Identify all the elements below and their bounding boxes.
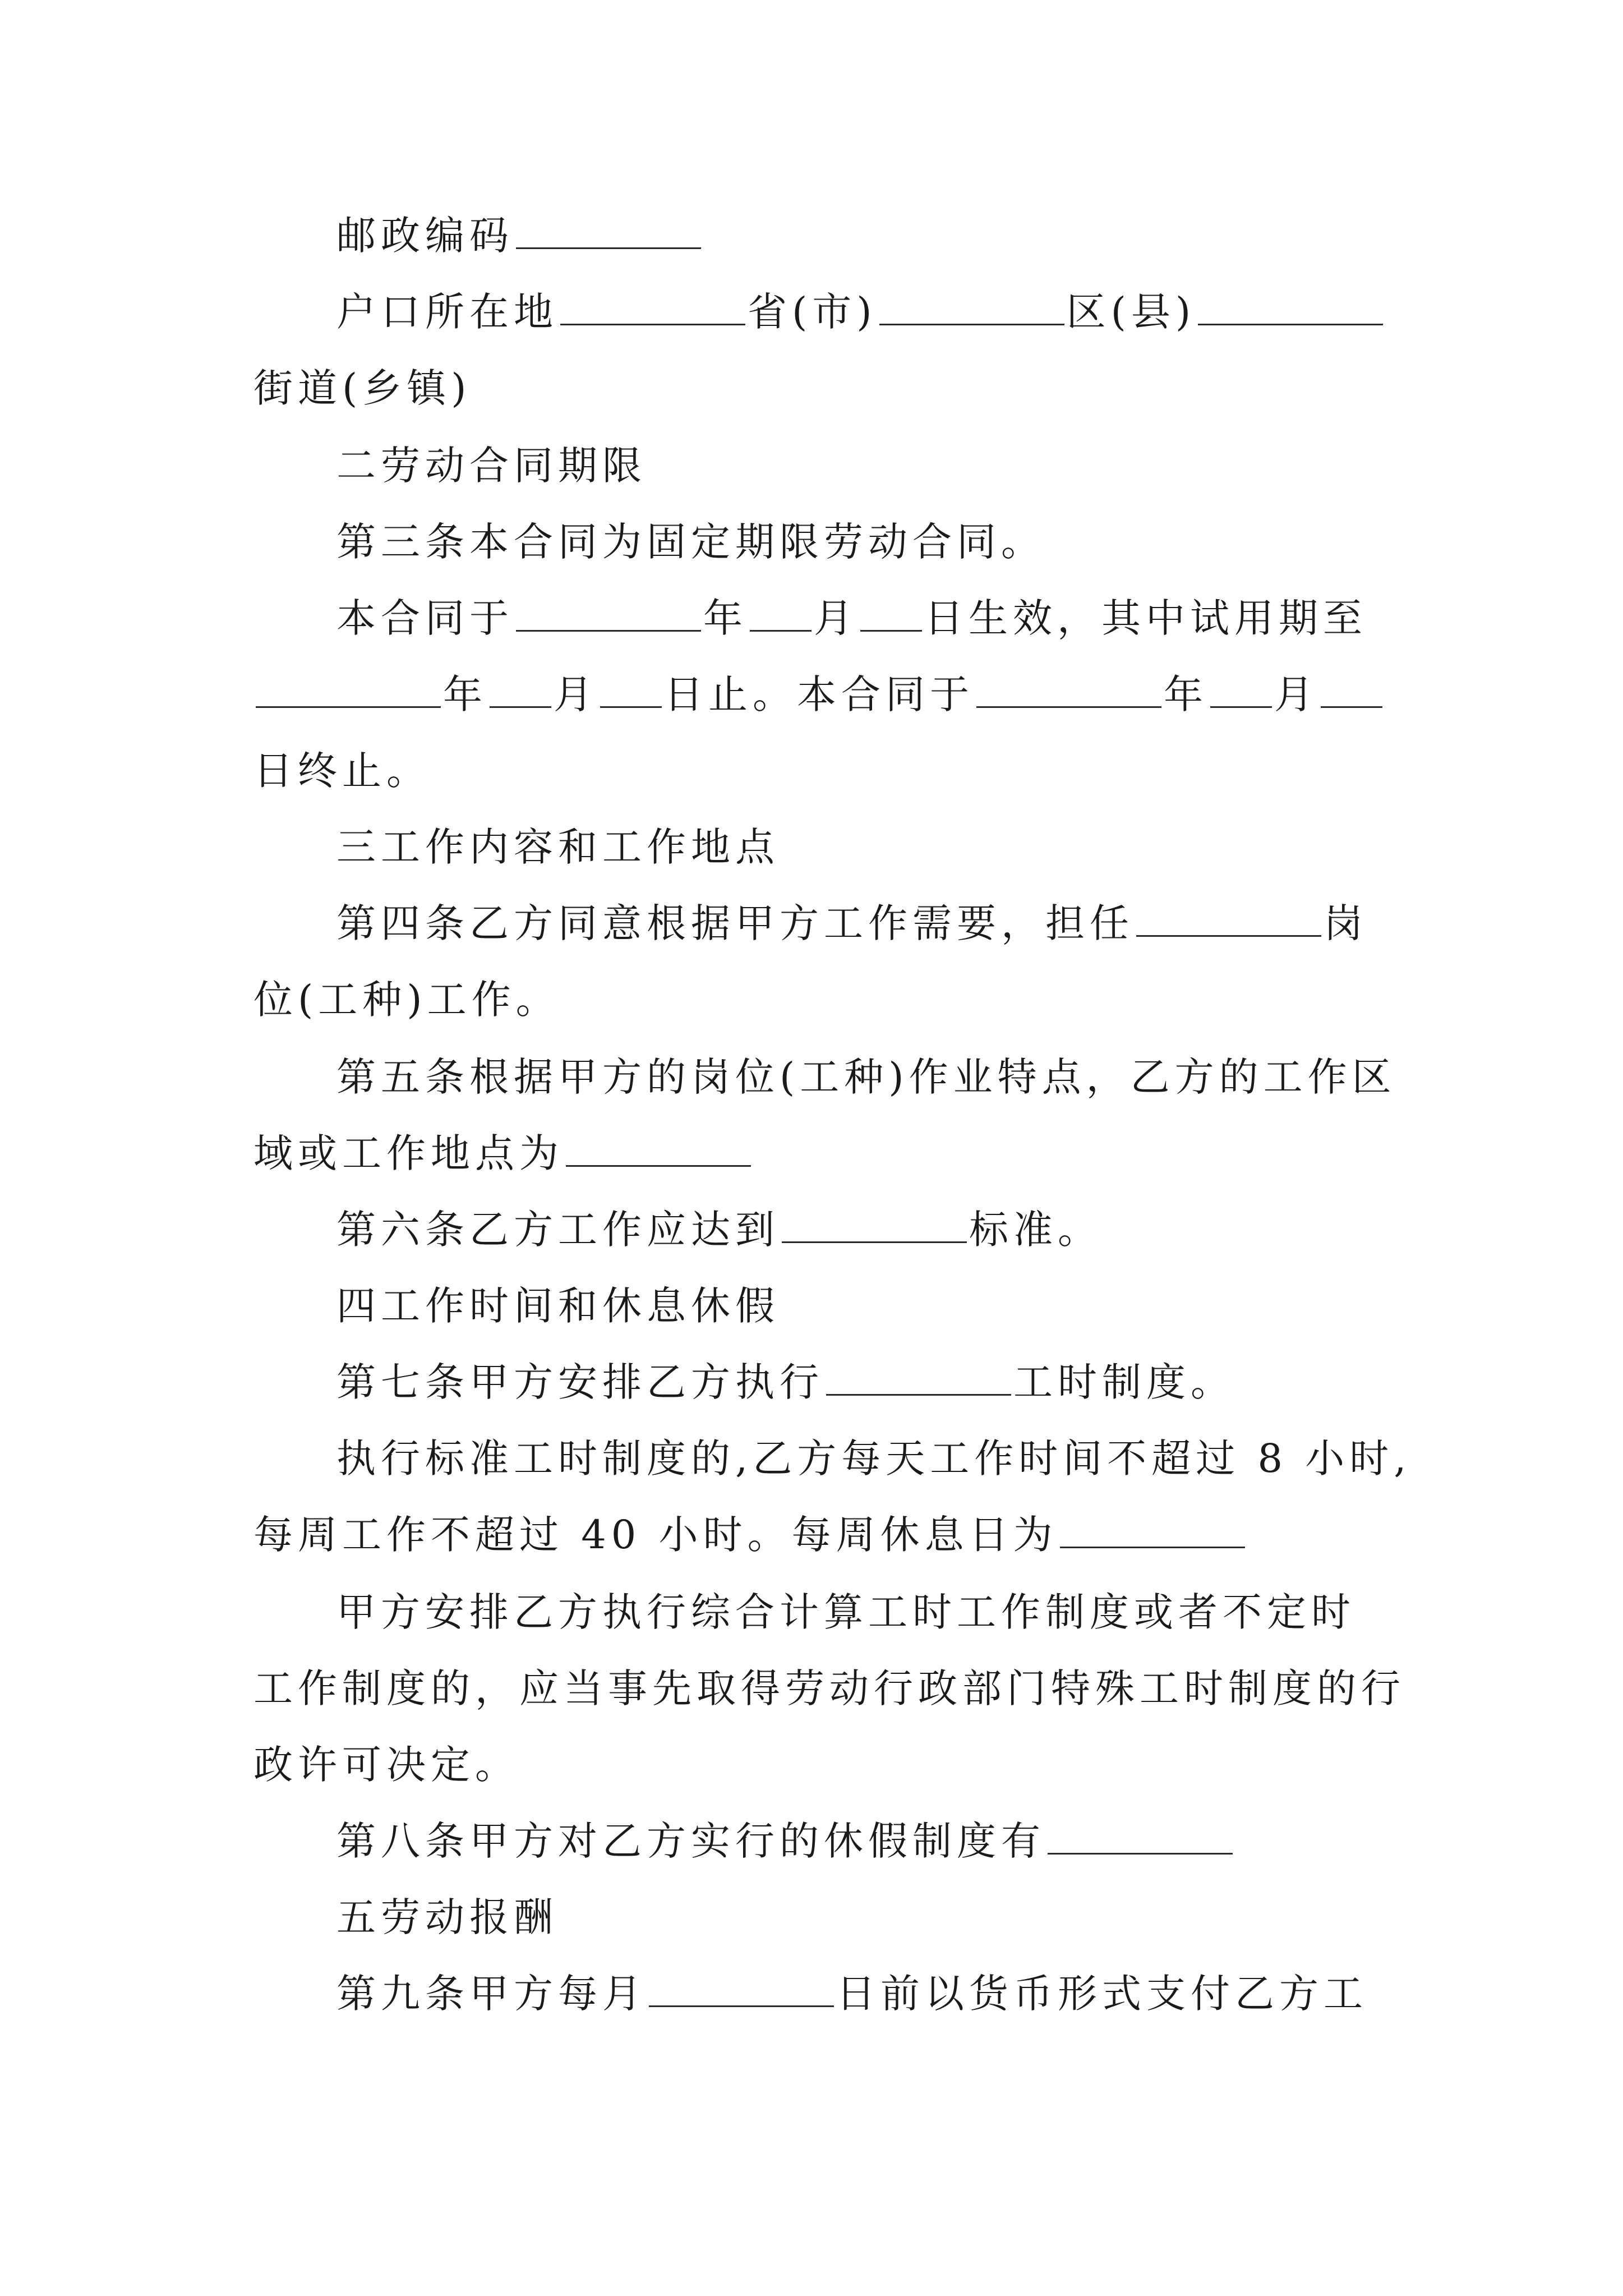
work-standard-blank[interactable] [782,1207,967,1243]
article-8 [336,1814,1392,1868]
section-2-title [336,439,1392,493]
article-9-text: 第九条甲方每月 [336,1971,647,2017]
termination-month-blank[interactable] [1210,671,1272,708]
comprehensive-hours-text-3: 政许可决定。 [253,1742,519,1788]
article-4 [336,896,1392,950]
article-7-text: 第七条甲方安排乙方执行 [336,1359,824,1405]
standard-hours-line-1 [336,1432,1412,1485]
standard-hours-line-2 [253,1508,1392,1562]
comprehensive-hours-line-1 [336,1585,1392,1639]
rest-day-blank[interactable] [1060,1512,1245,1548]
article-7 [336,1355,1392,1409]
section-4-title [336,1279,1392,1333]
line-termination [253,744,1392,798]
year-label: 年 [1164,671,1208,717]
article-4-post-label: 岗 [1324,900,1368,946]
termination-year-blank[interactable] [976,671,1161,708]
article-5-cont-text: 域或工作地点为 [253,1130,564,1176]
hukou-province-label: 省(市) [748,289,877,335]
section-5-title-text: 五劳动报酬 [336,1894,558,1940]
postal-code-label: 邮政编码 [336,213,514,259]
month-label: 月 [1274,671,1318,717]
section-3-title-text: 三工作内容和工作地点 [336,824,780,870]
effective-month-blank[interactable] [750,595,811,632]
leave-system-blank[interactable] [1048,1818,1233,1855]
article-5-text: 第五条根据甲方的岗位(工种)作业特点，乙方的工作区 [336,1054,1396,1100]
section-2-title-text: 二劳动合同期限 [336,443,647,489]
standard-hours-text-2: 每周工作不超过 40 小时。每周休息日为 [253,1512,1058,1558]
article-5 [336,1050,1396,1104]
hukou-blank-1[interactable] [560,289,745,325]
comprehensive-hours-line-3 [253,1738,1392,1792]
termination-end-text: 日终止。 [253,748,431,794]
section-5-title [336,1890,1392,1944]
work-location-blank[interactable] [566,1130,751,1167]
year-label: 年 [703,595,748,641]
probation-month-blank[interactable] [490,671,551,708]
position-blank[interactable] [1136,900,1321,937]
standard-hours-text-1: 执行标准工时制度的,乙方每天工作时间不超过 8 小时, [336,1435,1412,1481]
section-3-title [336,820,1392,874]
hukou-district-label: 区(县) [1066,289,1196,335]
line-postal-code [336,209,1392,263]
article-3-text: 第三条本合同为固定期限劳动合同。 [336,519,1045,565]
article-6-text: 第六条乙方工作应达到 [336,1207,780,1253]
hukou-blank-2[interactable] [879,289,1064,325]
year-label: 年 [443,671,487,717]
pay-day-blank[interactable] [649,1971,834,2007]
probation-year-blank[interactable] [256,671,441,708]
effective-label: 本合同于 [336,595,514,641]
line-probation-end [253,668,1392,721]
month-label: 月 [814,595,858,641]
hukou-blank-3[interactable] [1198,289,1383,325]
comprehensive-hours-line-2 [253,1662,1405,1715]
article-7-end-text: 工时制度。 [1013,1359,1235,1405]
article-9-cont-text: 日前以货币形式支付乙方工 [836,1971,1368,2017]
article-9 [336,1967,1392,2021]
article-4-cont [253,973,1392,1027]
month-label: 月 [554,671,598,717]
article-4-text: 第四条乙方同意根据甲方工作需要，担任 [336,900,1134,946]
article-6-end-text: 标准。 [969,1207,1102,1253]
comprehensive-hours-text-1: 甲方安排乙方执行综合计算工时工作制度或者不定时 [336,1589,1355,1635]
article-4-cont-text: 位(工种)工作。 [253,977,560,1023]
article-5-cont [253,1126,1392,1180]
comprehensive-hours-text-2: 工作制度的，应当事先取得劳动行政部门特殊工时制度的行 [253,1665,1405,1711]
hukou-label: 户口所在地 [336,289,558,335]
effective-day-blank[interactable] [860,595,922,632]
probation-label: 日生效，其中试用期至 [924,595,1367,641]
line-hukou-street [253,361,1392,415]
article-8-text: 第八条甲方对乙方实行的休假制度有 [336,1818,1045,1864]
line-effective-date [336,591,1392,645]
postal-code-blank[interactable] [516,213,701,249]
termination-day-blank[interactable] [1321,671,1382,708]
hukou-street-label: 街道(乡镇) [253,365,472,411]
section-4-title-text: 四工作时间和休息休假 [336,1283,780,1329]
probation-day-blank[interactable] [600,671,662,708]
article-6 [336,1203,1392,1257]
article-3 [336,515,1392,569]
working-hours-system-blank[interactable] [826,1359,1011,1396]
termination-label: 日止。本合同于 [664,671,974,717]
effective-year-blank[interactable] [516,595,701,632]
line-hukou [336,285,1392,339]
